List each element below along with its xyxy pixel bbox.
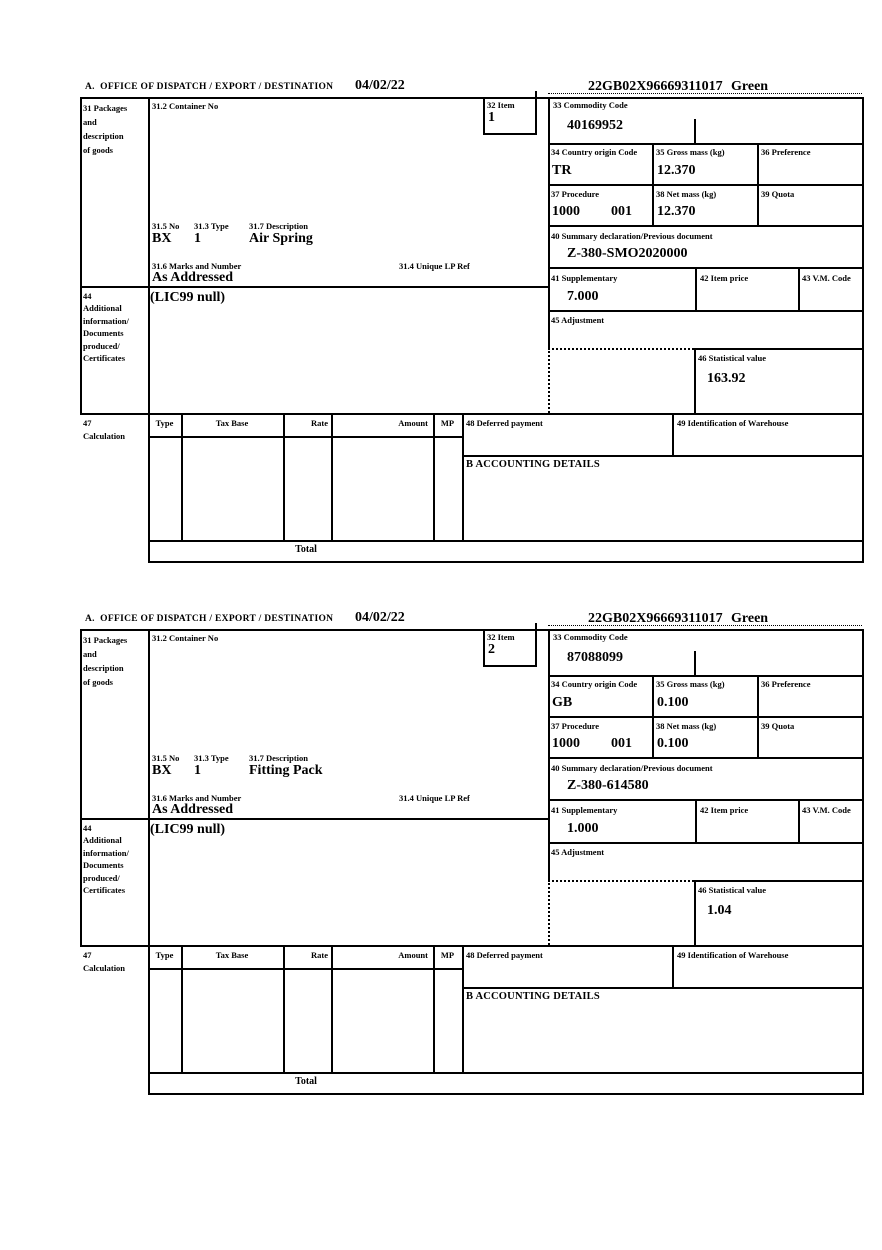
container-no-label: 31.2 Container No <box>152 633 219 643</box>
form-line <box>181 413 183 540</box>
item-number-label: 32 Item <box>487 100 515 110</box>
label-line: Documents <box>83 860 124 871</box>
net-mass-value: 12.370 <box>657 204 696 219</box>
packages-description-label <box>83 101 127 157</box>
form-line <box>80 286 550 288</box>
label-line: produced/ <box>83 340 120 351</box>
statistical-value-label: 46 Statistical value <box>698 353 766 363</box>
form-line <box>798 267 800 310</box>
packages-no-label: 31.5 No <box>152 221 180 231</box>
additional-information-value: (LIC99 null) <box>150 822 226 837</box>
label-line: information/ <box>83 315 129 326</box>
form-line <box>695 799 697 842</box>
accounting-details-label: B ACCOUNTING DETAILS <box>466 991 600 1002</box>
label-line: of goods <box>83 145 113 155</box>
form-line <box>548 225 864 227</box>
gross-mass-label: 35 Gross mass (kg) <box>656 679 725 689</box>
procedure-label: 37 Procedure <box>551 721 600 731</box>
statistical-value: 1.04 <box>707 903 732 918</box>
form-line <box>80 818 550 820</box>
marks-number-label: 31.6 Marks and Number <box>152 261 242 271</box>
form-line <box>862 97 864 563</box>
form-line <box>548 675 864 677</box>
previous-document-value: Z-380-614580 <box>567 778 649 793</box>
calc-mp-header: MP <box>440 950 455 960</box>
adjustment-label: 45 Adjustment <box>551 847 605 857</box>
warehouse-id-label: 49 Identification of Warehouse <box>677 418 789 428</box>
packages-description-label <box>83 633 127 689</box>
label-line: 31 Packages <box>83 103 128 113</box>
form-line <box>148 436 464 438</box>
calculation-label <box>83 417 125 443</box>
label-line: Certificates <box>83 885 126 896</box>
calc-tax-base-header: Tax Base <box>215 950 249 960</box>
packages-no-value: BX <box>152 231 172 246</box>
commodity-code-label: 33 Commodity Code <box>553 632 628 642</box>
form-line <box>148 561 864 563</box>
form-line <box>694 348 864 350</box>
calc-amount-header: Amount <box>398 950 428 960</box>
preference-label: 36 Preference <box>761 147 811 157</box>
goods-description-label: 31.7 Description <box>249 221 309 231</box>
form-line <box>548 267 864 269</box>
form-line <box>672 413 674 455</box>
form-line <box>548 757 864 759</box>
additional-information-label <box>83 822 129 896</box>
container-no-label: 31.2 Container No <box>152 101 219 111</box>
form-line <box>80 629 82 945</box>
statistical-value: 163.92 <box>707 371 746 386</box>
label-line: description <box>83 131 124 141</box>
form-line <box>694 119 696 143</box>
packages-no-label: 31.5 No <box>152 753 180 763</box>
declaration-reference: 22GB02X96669311017 <box>588 611 723 626</box>
form-line <box>695 267 697 310</box>
form-line <box>483 665 537 667</box>
form-line <box>283 413 285 540</box>
label-line: 47 <box>83 950 92 960</box>
procedure-value-2: 001 <box>611 736 632 751</box>
item-price-label: 42 Item price <box>700 805 749 815</box>
form-line <box>283 945 285 1072</box>
preference-label: 36 Preference <box>761 679 811 689</box>
previous-document-label: 40 Summary declaration/Previous document <box>551 231 713 241</box>
calc-amount-header: Amount <box>398 418 428 428</box>
vm-code-label: 43 V.M. Code <box>802 805 851 815</box>
gross-mass-label: 35 Gross mass (kg) <box>656 147 725 157</box>
form-line <box>548 799 864 801</box>
form-line <box>181 945 183 1072</box>
net-mass-label: 38 Net mass (kg) <box>656 189 717 199</box>
packages-type-label: 31.3 Type <box>194 221 229 231</box>
supplementary-value: 1.000 <box>567 821 599 836</box>
label-line: Additional <box>83 303 122 314</box>
form-line-dotted <box>548 880 694 882</box>
gross-mass-value: 0.100 <box>657 695 689 710</box>
form-line <box>462 455 864 457</box>
net-mass-label: 38 Net mass (kg) <box>656 721 717 731</box>
packages-no-value: BX <box>152 763 172 778</box>
form-line-dotted <box>548 625 862 626</box>
label-line: Calculation <box>83 963 126 973</box>
statistical-value-label: 46 Statistical value <box>698 885 766 895</box>
total-label: Total <box>295 1076 317 1087</box>
declaration-date: 04/02/22 <box>355 78 405 93</box>
procedure-value: 1000 <box>552 736 580 751</box>
form-line <box>548 97 550 348</box>
label-line: 31 Packages <box>83 635 128 645</box>
unique-lp-ref-label: 31.4 Unique LP Ref <box>399 261 470 271</box>
form-line <box>80 97 864 99</box>
marks-number-label: 31.6 Marks and Number <box>152 793 242 803</box>
form-line <box>548 842 864 844</box>
declaration-item-section <box>0 610 882 1098</box>
form-line <box>331 945 333 1072</box>
form-line <box>80 629 864 631</box>
declaration-date: 04/02/22 <box>355 610 405 625</box>
procedure-label: 37 Procedure <box>551 189 600 199</box>
previous-document-label: 40 Summary declaration/Previous document <box>551 763 713 773</box>
form-line <box>148 1093 864 1095</box>
label-line: Calculation <box>83 431 126 441</box>
routing-status: Green <box>731 79 769 94</box>
form-line <box>148 968 464 970</box>
previous-document-value: Z-380-SMO2020000 <box>567 246 688 261</box>
calc-tax-base-header: Tax Base <box>215 418 249 428</box>
marks-number-value: As Addressed <box>152 270 234 285</box>
form-line <box>535 623 537 667</box>
routing-status: Green <box>731 611 769 626</box>
office-of-dispatch-label: A. OFFICE OF DISPATCH / EXPORT / DESTINATION <box>85 614 334 624</box>
net-mass-value: 0.100 <box>657 736 689 751</box>
form-line <box>548 310 864 312</box>
form-line <box>80 97 82 413</box>
label-line: Documents <box>83 328 124 339</box>
form-line <box>483 629 485 665</box>
label-line: produced/ <box>83 872 120 883</box>
office-of-dispatch-label: A. OFFICE OF DISPATCH / EXPORT / DESTINATION <box>85 82 334 92</box>
supplementary-label: 41 Supplementary <box>551 273 618 283</box>
item-price-label: 42 Item price <box>700 273 749 283</box>
form-line <box>548 184 864 186</box>
label-line: of goods <box>83 677 113 687</box>
form-line <box>652 675 654 757</box>
deferred-payment-label: 48 Deferred payment <box>466 950 543 960</box>
declaration-item-section <box>0 78 882 566</box>
form-line-dotted <box>548 348 550 413</box>
item-number-value: 2 <box>488 642 495 657</box>
form-line <box>548 143 864 145</box>
goods-description-value: Air Spring <box>249 231 313 246</box>
deferred-payment-label: 48 Deferred payment <box>466 418 543 428</box>
form-line-dotted <box>548 348 694 350</box>
form-line <box>483 133 537 135</box>
quota-label: 39 Quota <box>761 189 795 199</box>
commodity-code-value: 40169952 <box>567 118 623 133</box>
declaration-reference: 22GB02X96669311017 <box>588 79 723 94</box>
form-line <box>694 348 696 413</box>
item-number-label: 32 Item <box>487 632 515 642</box>
country-origin-value: GB <box>552 695 573 710</box>
supplementary-label: 41 Supplementary <box>551 805 618 815</box>
gross-mass-value: 12.370 <box>657 163 696 178</box>
procedure-value-2: 001 <box>611 204 632 219</box>
vm-code-label: 43 V.M. Code <box>802 273 851 283</box>
commodity-code-label: 33 Commodity Code <box>553 100 628 110</box>
form-line <box>462 987 864 989</box>
form-line <box>433 413 435 540</box>
additional-information-label <box>83 290 129 364</box>
unique-lp-ref-label: 31.4 Unique LP Ref <box>399 793 470 803</box>
label-line: description <box>83 663 124 673</box>
form-line <box>652 143 654 225</box>
commodity-code-value: 87088099 <box>567 650 623 665</box>
form-line <box>80 945 864 947</box>
form-line <box>535 91 537 135</box>
form-line <box>672 945 674 987</box>
form-line <box>148 1072 864 1074</box>
form-line-dotted <box>548 93 862 94</box>
calc-rate-header: Rate <box>311 950 328 960</box>
form-line <box>798 799 800 842</box>
procedure-value: 1000 <box>552 204 580 219</box>
label-line: 44 <box>83 291 92 301</box>
warehouse-id-label: 49 Identification of Warehouse <box>677 950 789 960</box>
calc-rate-header: Rate <box>311 418 328 428</box>
form-line <box>462 945 464 1072</box>
form-line <box>433 945 435 1072</box>
goods-description-label: 31.7 Description <box>249 753 309 763</box>
form-line <box>548 716 864 718</box>
country-origin-label: 34 Country origin Code <box>551 147 638 157</box>
supplementary-value: 7.000 <box>567 289 599 304</box>
packages-type-label: 31.3 Type <box>194 753 229 763</box>
label-line: 44 <box>83 823 92 833</box>
form-line <box>694 651 696 675</box>
form-line <box>757 143 759 225</box>
accounting-details-label: B ACCOUNTING DETAILS <box>466 459 600 470</box>
form-line <box>757 675 759 757</box>
form-line <box>862 629 864 1095</box>
calc-type-header: Type <box>155 950 174 960</box>
label-line: 47 <box>83 418 92 428</box>
label-line: and <box>83 649 97 659</box>
adjustment-label: 45 Adjustment <box>551 315 605 325</box>
label-line: and <box>83 117 97 127</box>
item-number-value: 1 <box>488 110 495 125</box>
form-line <box>462 413 464 540</box>
form-line <box>148 97 150 563</box>
form-line <box>148 540 864 542</box>
form-line <box>80 413 864 415</box>
additional-information-value: (LIC99 null) <box>150 290 226 305</box>
quota-label: 39 Quota <box>761 721 795 731</box>
form-line <box>148 629 150 1095</box>
label-line: information/ <box>83 847 129 858</box>
marks-number-value: As Addressed <box>152 802 234 817</box>
form-line-dotted <box>548 880 550 945</box>
packages-type-value: 1 <box>194 231 201 246</box>
form-line <box>694 880 864 882</box>
country-origin-label: 34 Country origin Code <box>551 679 638 689</box>
calculation-label <box>83 949 125 975</box>
goods-description-value: Fitting Pack <box>249 763 323 778</box>
form-line <box>694 880 696 945</box>
form-line <box>483 97 485 133</box>
form-line <box>331 413 333 540</box>
label-line: Certificates <box>83 353 126 364</box>
calc-type-header: Type <box>155 418 174 428</box>
packages-type-value: 1 <box>194 763 201 778</box>
label-line: Additional <box>83 835 122 846</box>
country-origin-value: TR <box>552 163 572 178</box>
total-label: Total <box>295 544 317 555</box>
form-line <box>548 629 550 880</box>
calc-mp-header: MP <box>440 418 455 428</box>
